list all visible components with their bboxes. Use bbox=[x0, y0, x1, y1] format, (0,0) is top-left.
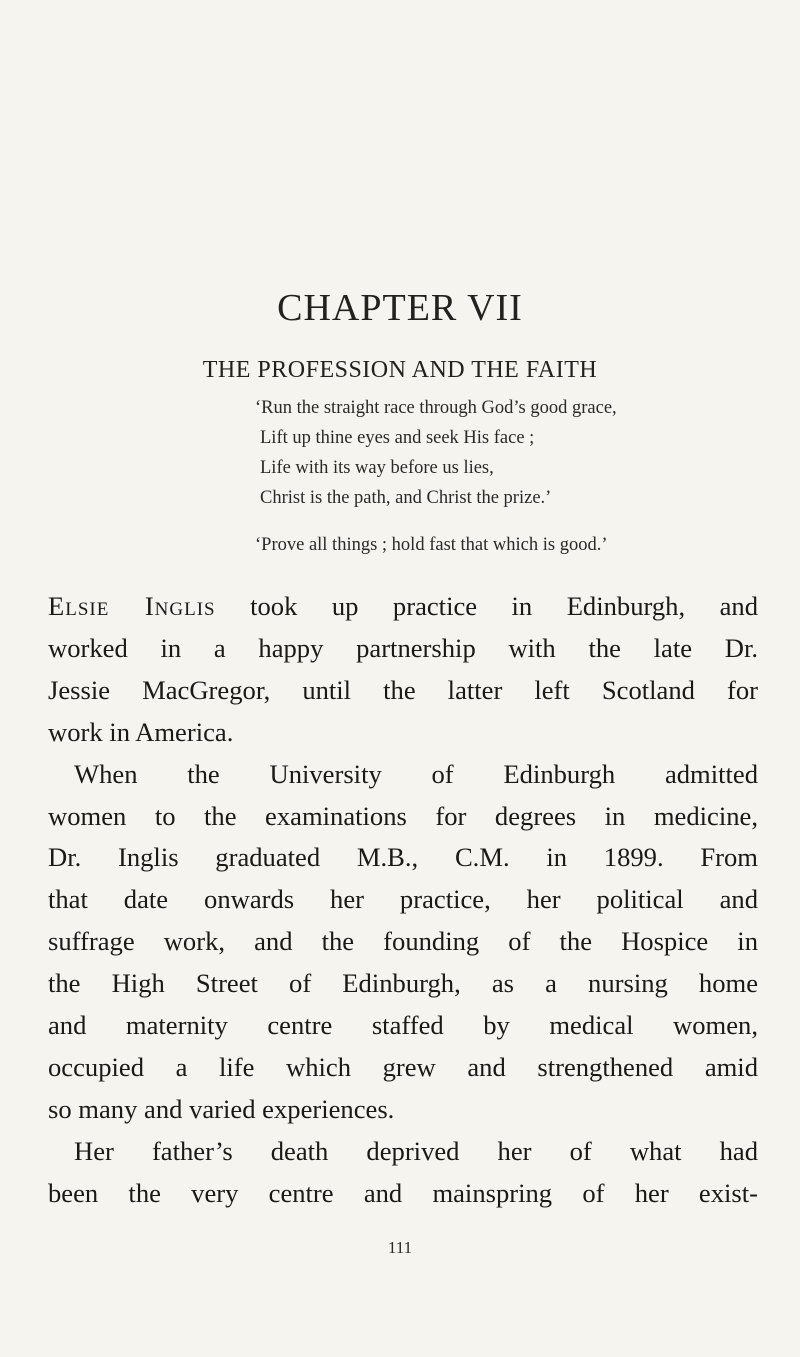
text-line bbox=[48, 586, 758, 628]
text-line: and maternity centre staffed by medical women, bbox=[48, 1010, 758, 1041]
paragraph bbox=[48, 586, 758, 754]
text-line: so many and varied experiences. bbox=[48, 1093, 395, 1124]
text-line: the High Street of Edinburgh, as a nursing home bbox=[48, 968, 758, 999]
text-line: When the University of Edinburgh admitted bbox=[74, 758, 758, 789]
epigraph-verse bbox=[255, 393, 775, 513]
text-line: that date onwards her practice, her political and bbox=[48, 884, 758, 915]
text-line: Her father’s death deprived her of what had bbox=[74, 1135, 758, 1166]
chapter-subtitle: THE PROFESSION AND THE FAITH bbox=[202, 357, 598, 383]
epigraph-line: Life with its way before us lies, bbox=[260, 458, 494, 478]
text-line: women to the examinations for degrees in medicine, bbox=[48, 800, 758, 831]
epigraph-line: ‘Run the straight race through God’s good grace, bbox=[255, 398, 617, 418]
epigraph-quote: ‘Prove all things ; hold fast that which is good.’ bbox=[255, 535, 608, 555]
text-run: took up practice in Edinburgh, and bbox=[250, 591, 758, 621]
chapter-title: CHAPTER VII bbox=[277, 287, 523, 329]
text-line: been the very centre and mainspring of her exist- bbox=[48, 1177, 758, 1208]
body-text bbox=[48, 586, 758, 1215]
text-line: Jessie MacGregor, until the latter left Scotland for bbox=[48, 674, 758, 705]
text-line: work in America. bbox=[48, 716, 234, 747]
epigraph-line: Lift up thine eyes and seek His face ; bbox=[260, 428, 535, 448]
page-number: 111 bbox=[387, 1238, 413, 1257]
text-line: occupied a life which grew and strengthened amid bbox=[48, 1051, 758, 1082]
text-line: worked in a happy partnership with the late Dr. bbox=[48, 632, 758, 663]
epigraph-line: Christ is the path, and Christ the prize.’ bbox=[260, 488, 552, 508]
paragraph bbox=[48, 754, 758, 1131]
text-line: suffrage work, and the founding of the Hospice in bbox=[48, 926, 758, 957]
paragraph bbox=[48, 1131, 758, 1215]
text-line: Dr. Inglis graduated M.B., C.M. in 1899. From bbox=[48, 842, 758, 873]
name-small-caps: Elsie Inglis bbox=[48, 591, 216, 621]
